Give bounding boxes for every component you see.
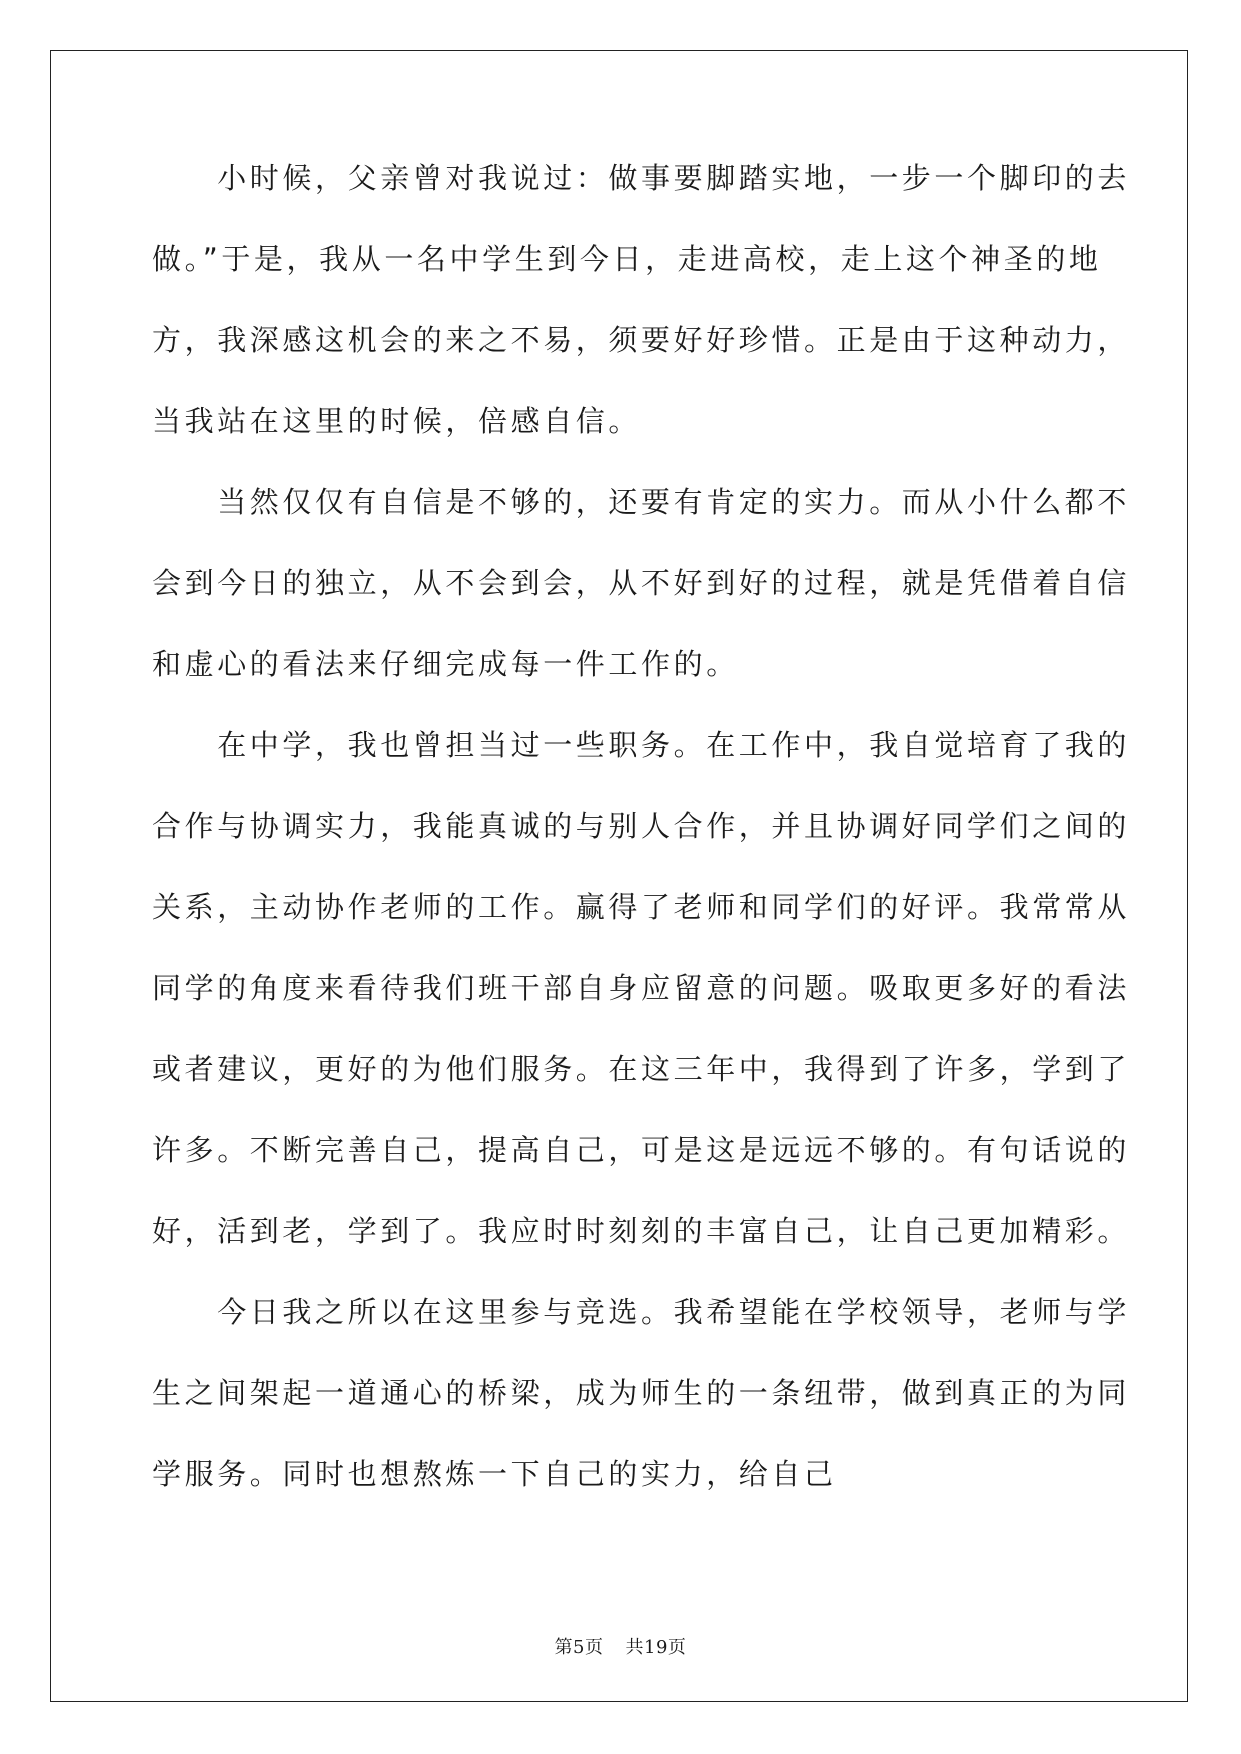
text-line: 在中学，我也曾担当过一些职务。在工作中，我自觉培育了我的 [152, 728, 1131, 762]
text-line: 做。”于是，我从一名中学生到今日，走进高校，走上这个神圣的地 [152, 242, 1102, 276]
text-line: 会到今日的独立，从不会到会，从不好到好的过程，就是凭借着自信 [152, 566, 1131, 600]
text-line: 当我站在这里的时候，倍感自信。 [152, 404, 642, 438]
text-line: 合作与协调实力，我能真诚的与别人合作，并且协调好同学们之间的 [152, 809, 1131, 843]
text-line: 或者建议，更好的为他们服务。在这三年中，我得到了许多，学到了 [152, 1052, 1131, 1086]
current-page-number: 第5页 [554, 1637, 604, 1658]
text-line: 同学的角度来看待我们班干部自身应留意的问题。吸取更多好的看法 [152, 971, 1131, 1005]
text-line: 关系，主动协作老师的工作。赢得了老师和同学们的好评。我常常从 [152, 890, 1131, 924]
text-line: 小时候，父亲曾对我说过：做事要脚踏实地，一步一个脚印的去 [152, 161, 1131, 195]
text-line: 今日我之所以在这里参与竞选。我希望能在学校领导，老师与学 [152, 1295, 1131, 1329]
text-line: 生之间架起一道通心的桥梁，成为师生的一条纽带，做到真正的为同 [152, 1376, 1131, 1410]
text-line: 许多。不断完善自己，提高自己，可是这是远远不够的。有句话说的 [152, 1133, 1131, 1167]
document-body [152, 158, 1131, 1535]
text-line: 方，我深感这机会的来之不易，须要好好珍惜。正是由于这种动力， [152, 323, 1131, 357]
text-line: 学服务。同时也想熬炼一下自己的实力，给自己 [152, 1457, 837, 1491]
text-line: 好，活到老，学到了。我应时时刻刻的丰富自己，让自己更加精彩。 [152, 1214, 1131, 1248]
text-line: 当然仅仅有自信是不够的，还要有肯定的实力。而从小什么都不 [152, 485, 1131, 519]
text-line: 和虚心的看法来仔细完成每一件工作的。 [152, 647, 739, 681]
total-page-count: 共19页 [625, 1637, 687, 1658]
page-footer [0, 1633, 1241, 1659]
